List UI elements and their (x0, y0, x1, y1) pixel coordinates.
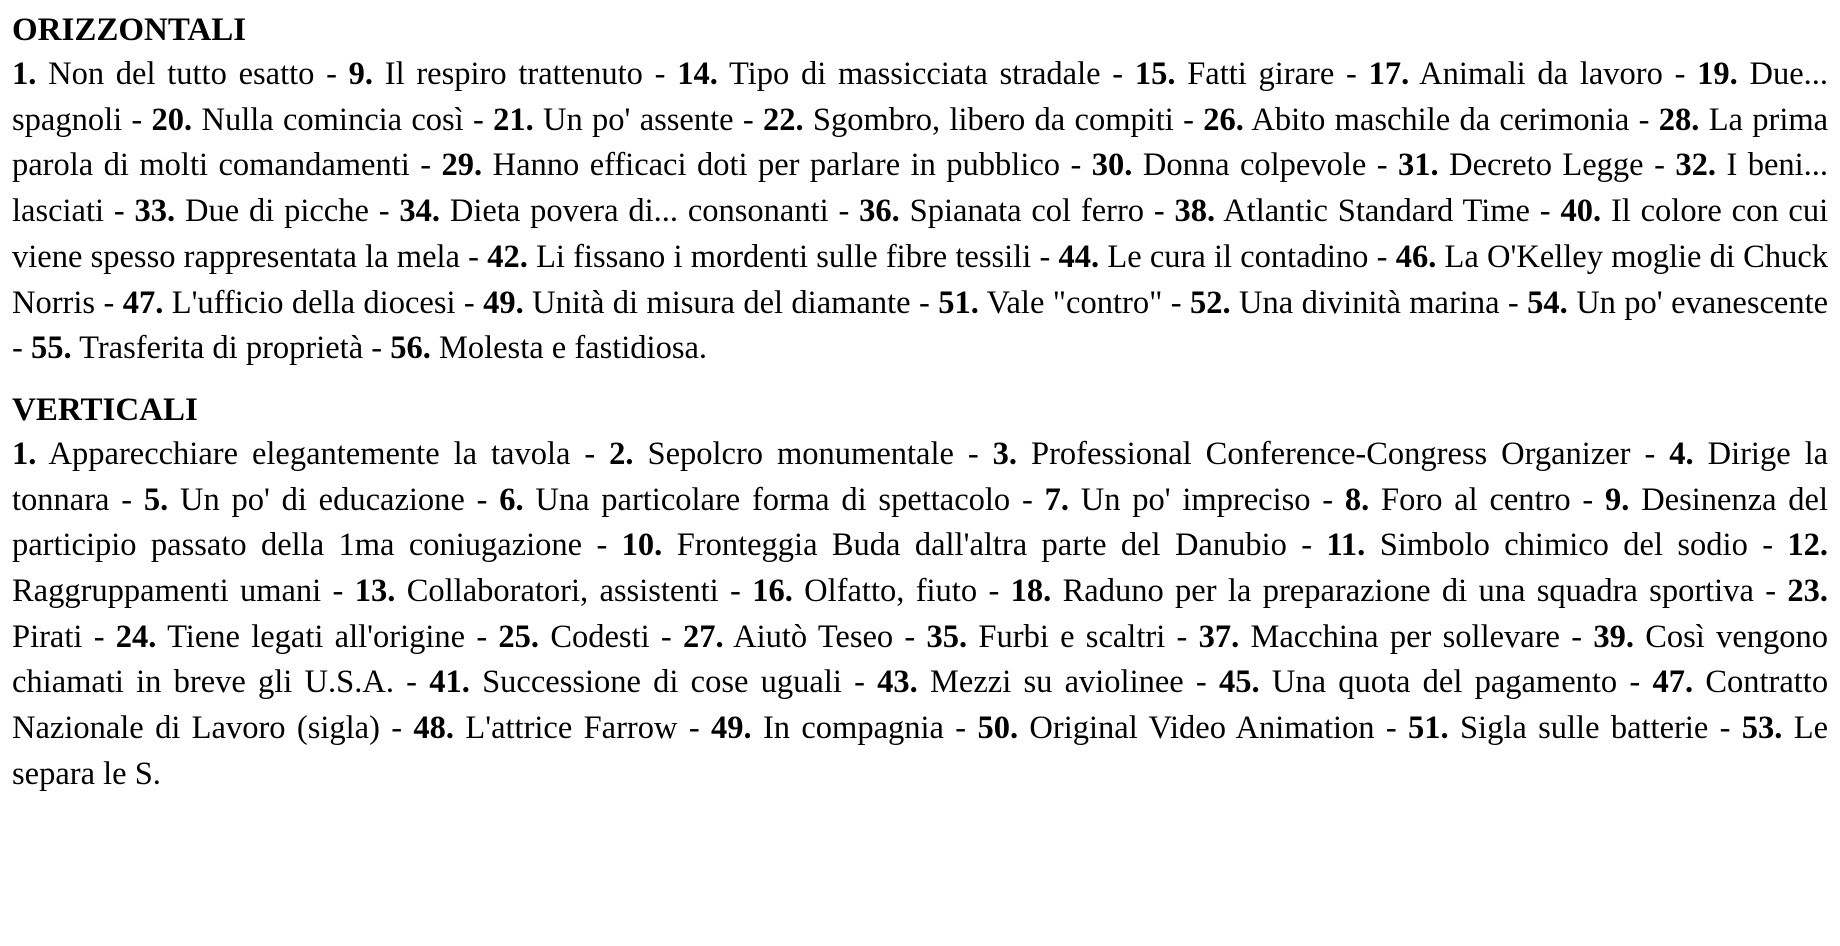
clue-item (1398, 147, 1644, 183)
clue-item (609, 436, 954, 472)
clue-text: La O'Kelley moglie di Chuck Norris (12, 238, 1829, 321)
clue-item (12, 56, 314, 92)
clue-text: Trasferita di proprietà (79, 330, 364, 367)
clue-text: Nulla comincia così (201, 101, 464, 138)
clue-number: 1. (12, 435, 37, 472)
clue-list-orizzontali: 1. Non del tutto esatto - 9. Il respiro trattenuto - 14. Tipo di massicciata stradale - 15. Fatti girare - 17. Animali da lavoro - 19. Due... spagnoli - 20. Nulla comincia così - 21. Un po' assente - 22. Sgombro, libero da compiti - 26. Abito maschile da cerimonia - 28. La prima parola di molti comandamenti - 29. Hanno efficaci doti per parlare in pubblico - 30. Donna colpevole - 31. Decreto Legge - 32. I beni... lasciati - 33. Due di picche - 34. Dieta povera di... consonanti - 36. Spianata col ferro - 38. Atlantic Standard Time - 40. Il colore con cui viene spesso rappresentata la mela - 42. Li fissano i mordenti sulle fibre tessili - 44. Le cura il contadino - 46. La O'Kelley moglie di Chuck Norris - 47. L'ufficio della diocesi - 49. Unità di misura del diamante - 51. Vale "contro" - 52. Una divinità marina - 54. Un po' evanescente - 55. Trasferita di proprietà - 56. Molesta e fastidiosa. (12, 56, 1829, 367)
clue-item (1190, 285, 1500, 321)
clue-number: 21. (493, 101, 534, 138)
section-heading-orizzontali: ORIZZONTALI (12, 12, 247, 48)
clue-text: Atlantic Standard Time (1223, 193, 1530, 230)
clue-number: 19. (1697, 56, 1738, 92)
clue-item (349, 56, 643, 92)
clue-item (498, 619, 649, 655)
clue-text: Furbi e scaltri (978, 618, 1166, 655)
clue-text: Animali da lavoro (1419, 56, 1663, 92)
clue-item (355, 573, 719, 609)
clue-item (1135, 56, 1334, 92)
clue-text: Unità di misura del diamante (532, 284, 911, 321)
clue-item (683, 619, 893, 655)
clue-item (1199, 619, 1560, 655)
clue-text: Sgombro, libero da compiti (812, 101, 1174, 138)
clue-number: 17. (1368, 56, 1410, 92)
clue-item (677, 56, 1100, 92)
clue-number: 46. (1395, 238, 1437, 275)
clue-text: Mezzi su aviolinee (930, 664, 1184, 701)
clue-text: Li fissano i mordenti sulle fibre tessili (536, 238, 1032, 275)
clue-number: 53. (1741, 710, 1783, 747)
clue-text: Raduno per la preparazione di una squadra sportiva (1062, 573, 1754, 610)
clue-text: Sepolcro monumentale (647, 435, 954, 472)
clue-text: Due di picche (185, 193, 369, 230)
clue-text: Abito maschile da cerimonia (1251, 101, 1630, 138)
clue-number: 9. (348, 56, 374, 92)
clue-number: 55. (30, 330, 72, 367)
clue-text: Dirige la tonnara (12, 435, 1829, 518)
clue-number: 4. (1669, 435, 1694, 472)
clue-number: 35. (926, 618, 968, 655)
clue-text: Olfatto, fiuto (804, 573, 978, 610)
clue-item (499, 482, 1010, 518)
clue-text: Fronteggia Buda dall'altra parte del Danubio (676, 527, 1287, 564)
clue-item (31, 330, 363, 366)
clue-item (1527, 285, 1828, 321)
clue-number: 50. (977, 710, 1019, 747)
clue-number: 42. (487, 238, 528, 275)
clue-text: Codesti (550, 618, 650, 655)
clue-number: 24. (115, 618, 157, 655)
clue-item (1219, 664, 1617, 700)
clue-number: 40. (1560, 193, 1602, 230)
section-heading-verticali: VERTICALI (12, 391, 198, 428)
clue-number: 8. (1344, 481, 1370, 518)
clue-text: Sigla sulle batterie (1459, 710, 1709, 747)
clue-item (413, 710, 677, 746)
clue-text: Un po' impreciso (1080, 481, 1311, 518)
clue-text: Foro al centro (1381, 481, 1571, 518)
clue-number: 34. (399, 193, 441, 230)
clue-number: 1. (12, 56, 37, 92)
clue-item (1059, 239, 1369, 275)
clue-number: 48. (413, 710, 455, 747)
clue-number: 11. (1326, 527, 1366, 564)
clue-number: 49. (710, 710, 752, 747)
clue-text: Un po' evanescente (1576, 284, 1829, 321)
clue-text: Fatti girare (1187, 56, 1335, 92)
clue-item (390, 330, 707, 366)
clue-text: I beni... lasciati (12, 147, 1829, 230)
clue-number: 47. (1652, 664, 1694, 701)
clue-item (135, 193, 369, 229)
clue-item (123, 285, 456, 321)
clue-item (622, 527, 1287, 563)
clue-number: 43. (877, 664, 918, 701)
clue-item (1203, 102, 1629, 138)
clue-number: 28. (1658, 101, 1700, 138)
clue-number: 6. (499, 481, 524, 518)
clue-number: 26. (1203, 101, 1244, 138)
clue-number: 54. (1527, 284, 1568, 321)
clue-number: 12. (1787, 527, 1829, 564)
clue-item (752, 573, 977, 609)
clue-item (1092, 147, 1367, 183)
clue-number: 30. (1091, 147, 1133, 184)
clue-item (493, 102, 733, 138)
clue-text: Vale "contro" (986, 284, 1163, 321)
clue-number: 22. (762, 101, 804, 138)
clue-text: Un po' assente (543, 101, 734, 138)
clue-item (1175, 193, 1530, 229)
clue-number: 5. (143, 481, 169, 518)
clue-text: Raggruppamenti umani (12, 573, 322, 610)
clue-item (763, 102, 1174, 138)
clue-number: 31. (1398, 147, 1439, 184)
clue-text: Un po' di educazione (179, 481, 465, 518)
clue-text: Decreto Legge (1449, 147, 1644, 184)
clue-number: 29. (441, 147, 483, 184)
clue-text: Una divinità marina (1239, 284, 1500, 321)
clue-item (859, 193, 1144, 229)
clue-number: 45. (1218, 664, 1260, 701)
clue-item (1408, 710, 1708, 746)
clue-text: Molesta e fastidiosa. (438, 330, 708, 367)
clue-text: Hanno efficaci doti per parlare in pubblico (492, 147, 1061, 184)
clue-text: Tiene legati all'origine (167, 618, 466, 655)
clue-text: Le separa le S. (12, 710, 1829, 792)
section-verticali (12, 388, 1828, 798)
clue-text: Professional Conference-Congress Organizer (1031, 435, 1631, 472)
clue-item (993, 436, 1631, 472)
clue-item (399, 193, 828, 229)
clue-text: L'attrice Farrow (465, 710, 678, 747)
clue-number: 37. (1198, 618, 1240, 655)
clue-text: Apparecchiare elegantemente la tavola (48, 435, 571, 472)
clue-item (977, 710, 1374, 746)
clue-text: Non del tutto esatto (48, 56, 315, 92)
clue-number: 9. (1605, 481, 1630, 518)
clue-number: 56. (390, 330, 431, 367)
clue-text: In compagnia (762, 710, 944, 747)
clue-item (1326, 527, 1747, 563)
clue-item (487, 239, 1031, 275)
clue-text: Contratto Nazionale di Lavoro (sigla) (12, 664, 1829, 747)
clue-item (1011, 573, 1754, 609)
clue-number: 32. (1675, 147, 1716, 184)
clue-number: 25. (498, 618, 540, 655)
clue-text: Dieta povera di... consonanti (449, 193, 829, 230)
clue-number: 14. (677, 56, 718, 92)
clue-text: Una quota del pagamento (1271, 664, 1618, 701)
clue-text: Le cura il contadino (1107, 238, 1369, 275)
clue-number: 33. (134, 193, 176, 230)
clue-item (144, 482, 465, 518)
clue-item (1345, 482, 1571, 518)
clue-number: 49. (483, 284, 524, 321)
clue-item (12, 436, 570, 472)
clue-text: Simbolo chimico del sodio (1379, 527, 1748, 564)
clue-number: 15. (1134, 56, 1176, 92)
clue-number: 39. (1593, 618, 1634, 655)
clue-number: 2. (609, 435, 634, 472)
clue-text: Tipo di massicciata stradale (728, 56, 1101, 92)
clue-item (1045, 482, 1311, 518)
clue-item (1369, 56, 1663, 92)
clue-number: 51. (938, 284, 979, 321)
clue-item (483, 285, 910, 321)
clue-number: 52. (1190, 284, 1231, 321)
clue-item (877, 664, 1184, 700)
clue-text: Una particolare forma di spettacolo (535, 481, 1011, 518)
clue-text: Collaboratori, assistenti (406, 573, 719, 610)
clue-item (116, 619, 465, 655)
clue-list-verticali: 1. Apparecchiare elegantemente la tavola - 2. Sepolcro monumentale - 3. Professional Conference-Congress Organizer - 4. Dirige la tonnara - 5. Un po' di educazione - 6. Una particolare forma di spettacolo - 7. Un po' impreciso - 8. Foro al centro - 9. Desinenza del participio passato della 1ma coniugazione - 10. Fronteggia Buda dall'altra parte del Danubio - 11. Simbolo chimico del sodio - 12. Raggruppamenti umani - 13. Collaboratori, assistenti - 16. Olfatto, fiuto - 18. Raduno per la preparazione di una squadra sportiva - 23. Pirati - 24. Tiene legati all'origine - 25. Codesti - 27. Aiutò Teseo - 35. Furbi e scaltri - 37. Macchina per sollevare - 39. Così vengono chiamati in breve gli U.S.A. - 41. Successione di cose uguali - 43. Mezzi su aviolinee - 45. Una quota del pagamento - 47. Contratto Nazionale di Lavoro (sigla) - 48. L'attrice Farrow - 49. In compagnia - 50. Original Video Animation - 51. Sigla sulle batterie - 53. Le separa le S. (12, 435, 1829, 792)
clue-item (711, 710, 944, 746)
clue-text: Così vengono chiamati in breve gli U.S.A. (12, 618, 1829, 701)
clue-number: 36. (859, 193, 900, 230)
clue-number: 13. (354, 573, 396, 610)
clue-text: Macchina per sollevare (1250, 618, 1560, 655)
clue-number: 7. (1044, 481, 1069, 518)
clue-text: Desinenza del participio passato della 1ma coniugazione (12, 481, 1829, 564)
clue-number: 10. (621, 527, 663, 564)
clue-number: 41. (429, 664, 470, 701)
clue-text: L'ufficio della diocesi (171, 284, 456, 321)
clue-number: 3. (992, 435, 1018, 472)
clue-text: Pirati (12, 618, 83, 655)
clue-item (442, 147, 1061, 183)
clue-text: Il respiro trattenuto (384, 56, 643, 92)
clue-item (429, 664, 842, 700)
clue-number: 18. (1010, 573, 1052, 610)
clue-text: Original Video Animation (1029, 710, 1375, 747)
clue-number: 47. (122, 284, 164, 321)
clue-text: Due... spagnoli (12, 56, 1829, 138)
clue-number: 44. (1058, 238, 1100, 275)
clue-number: 27. (683, 618, 724, 655)
clue-text: La prima parola di molti comandamenti (12, 101, 1829, 184)
clue-item (927, 619, 1166, 655)
section-orizzontali (12, 8, 1828, 372)
clue-text: Donna colpevole (1142, 147, 1367, 184)
clue-item (938, 285, 1162, 321)
clue-number: 16. (752, 573, 793, 610)
clue-number: 51. (1408, 710, 1449, 747)
clue-text: Aiutò Teseo (733, 618, 894, 655)
clue-item (152, 102, 464, 138)
clue-number: 20. (151, 101, 193, 138)
clue-number: 38. (1174, 193, 1216, 230)
clue-text: Spianata col ferro (909, 193, 1145, 230)
clue-text: Successione di cose uguali (482, 664, 842, 701)
clue-number: 23. (1787, 573, 1829, 610)
clue-text: Il colore con cui viene spesso rappresentata la mela (12, 193, 1829, 275)
